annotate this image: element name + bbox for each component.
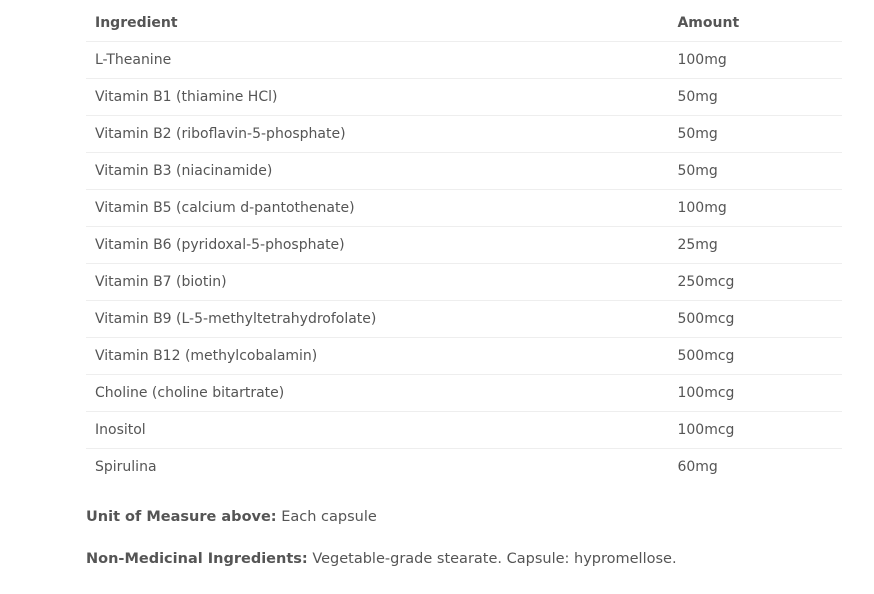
amount-cell: 50mg: [668, 153, 842, 190]
table-row: [86, 301, 842, 338]
amount-cell: 25mg: [668, 227, 842, 264]
amount-cell: 60mg: [677, 459, 718, 475]
ingredient-cell: Vitamin B2 (riboflavin-5-phosphate): [86, 116, 668, 153]
ingredient-cell: L-Theanine: [86, 42, 668, 79]
amount-cell: 500mcg: [668, 301, 842, 338]
ingredient-cell: Vitamin B12 (methylcobalamin): [86, 338, 668, 375]
ingredient-cell: Vitamin B7 (biotin): [86, 264, 668, 301]
unit-of-measure-label: Unit of Measure above:: [86, 509, 277, 525]
ingredient-cell: Inositol: [86, 412, 668, 449]
ingredient-cell: Vitamin B6 (pyridoxal-5-phosphate): [86, 227, 668, 264]
table-row: [86, 338, 842, 375]
table-row: [86, 412, 842, 449]
ingredient-cell: Vitamin B3 (niacinamide): [86, 153, 668, 190]
table-row: [86, 79, 842, 116]
amount-cell: 500mcg: [668, 338, 842, 375]
amount-cell: 50mg: [668, 79, 842, 116]
amount-cell: 50mg: [668, 116, 842, 153]
header-amount: Amount: [668, 5, 842, 42]
table-row: [86, 116, 842, 153]
non-medicinal-value: Vegetable-grade stearate. Capsule: hypromellose.: [312, 551, 677, 567]
ingredient-cell: Spirulina: [95, 459, 157, 475]
table-row: [86, 375, 842, 412]
table-row: [86, 153, 842, 190]
non-medicinal-label: Non-Medicinal Ingredients:: [86, 551, 308, 567]
ingredient-cell: Choline (choline bitartrate): [86, 375, 668, 412]
unit-of-measure-value: Each capsule: [281, 509, 377, 525]
amount-cell: 100mg: [668, 42, 842, 79]
ingredients-table: [86, 5, 842, 485]
table-row: [86, 449, 842, 486]
table-row: [86, 42, 842, 79]
table-header-row: [86, 5, 842, 42]
table-row: [86, 264, 842, 301]
ingredient-cell: Vitamin B9 (L-5-methyltetrahydrofolate): [86, 301, 668, 338]
table-row: [86, 227, 842, 264]
header-ingredient: Ingredient: [86, 5, 668, 42]
non-medicinal-ingredients-note: [86, 551, 677, 567]
ingredient-cell: Vitamin B5 (calcium d-pantothenate): [86, 190, 668, 227]
amount-cell: 100mcg: [668, 412, 842, 449]
amount-cell: 100mcg: [668, 375, 842, 412]
amount-cell: 250mcg: [668, 264, 842, 301]
unit-of-measure-note: [86, 509, 377, 525]
amount-cell: 100mg: [668, 190, 842, 227]
ingredient-cell: Vitamin B1 (thiamine HCl): [86, 79, 668, 116]
table-body: [86, 42, 842, 486]
table-row: [86, 190, 842, 227]
